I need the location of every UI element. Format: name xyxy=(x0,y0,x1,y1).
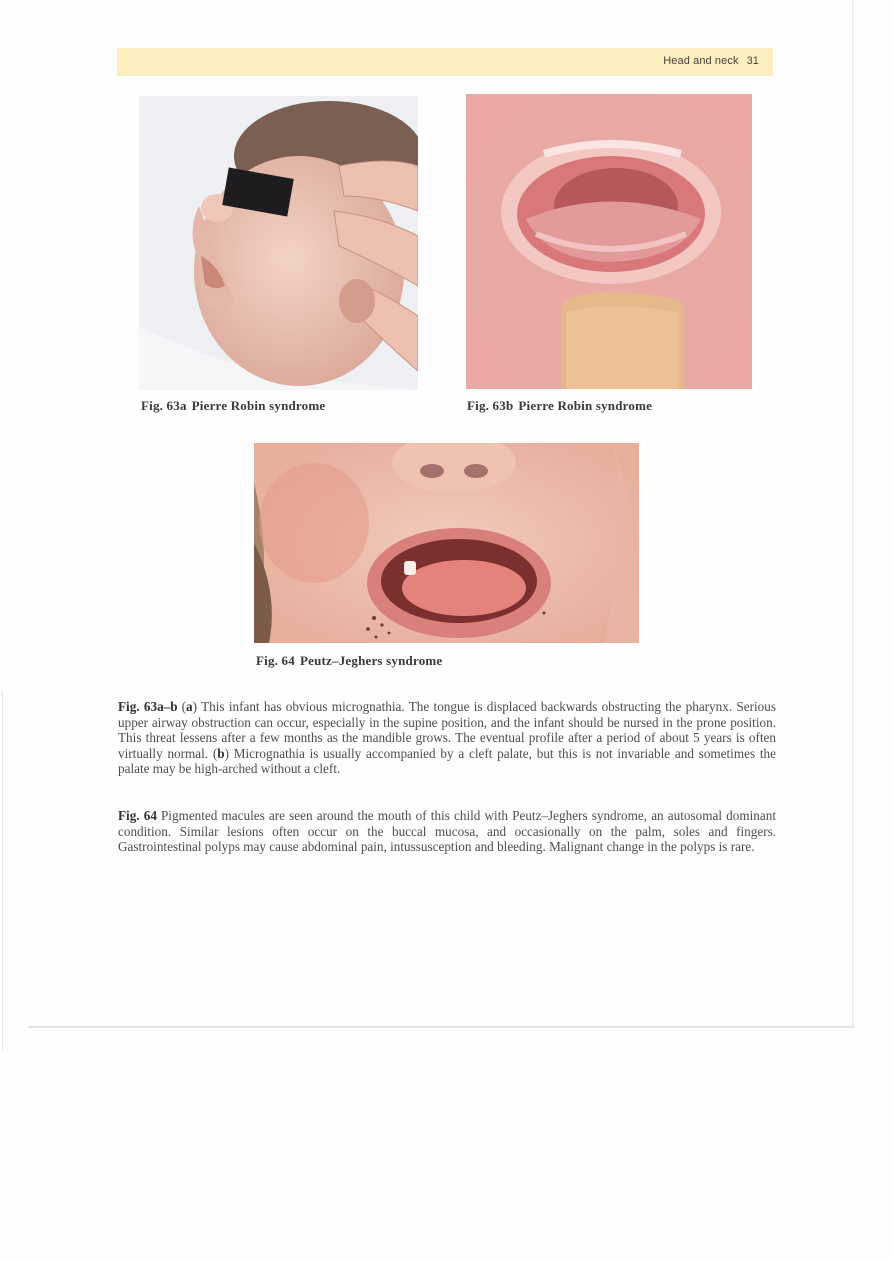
figure-63a-caption xyxy=(141,398,325,414)
paragraph-fig64-lead: Fig. 64 xyxy=(118,808,157,823)
part-a-marker: a xyxy=(186,699,193,714)
page-number: 31 xyxy=(746,55,759,67)
figure-63a-label: Fig. 63a xyxy=(141,398,187,413)
figure-63a-title: Pierre Robin syndrome xyxy=(191,398,326,413)
pigmented-macules-image xyxy=(254,443,639,643)
figure-63b-caption xyxy=(467,398,652,414)
cleft-palate-image xyxy=(466,94,752,389)
figure-64-label: Fig. 64 xyxy=(256,653,295,668)
figure-63a-photo xyxy=(139,96,418,390)
section-title: Head and neck xyxy=(663,55,739,67)
paragraph-fig63-lead: Fig. 63a–b xyxy=(118,699,178,714)
paragraph-fig63: Fig. 63a–b (a) This infant has obvious micrognathia. The tongue is displaced backwards obstructing the pharynx. Serious upper airway obstruction can occur, especially in the supine position, and the infant should be nursed in the prone position. This threat lessens after a few months as the mandible grows. The eventual profile after a period of about 5 years is often virtually normal. (b) Micrognathia is usually accompanied by a cleft palate, but this is not invariable and sometimes the palate may be high-arched without a cleft. xyxy=(118,699,776,777)
part-a-text: This infant has obvious micrognathia. The tongue is displaced backwards obstructing the pharynx. Serious upper airway obstruction can occur, especially in the supine position, and the infant should be nursed in the prone position. This threat lessens after a few months as the mandible grows. The eventual profile after a period of about 5 years is often virtually normal. xyxy=(118,699,776,761)
scan-edge-left xyxy=(2,690,3,1050)
figure-64-title: Peutz–Jeghers syndrome xyxy=(299,653,443,668)
part-b-text: Micrognathia is usually accompanied by a cleft palate, but this is not invariable and sometimes the palate may be high-arched without a cleft. xyxy=(118,745,776,777)
paragraph-fig64-text: Pigmented macules are seen around the mouth of this child with Peutz–Jeghers syndrome, an autosomal dominant condition. Similar lesions often occur on the buccal mucosa, and occasionally on the palm, soles and fingers. Gastrointestinal polyps may cause abdominal pain, intussusception and bleeding. Malignant change in the polyps is rare. xyxy=(118,808,776,855)
figure-63b-photo xyxy=(466,94,752,389)
page-edge-right xyxy=(852,0,854,1028)
running-header-text xyxy=(663,55,759,67)
figure-64-photo xyxy=(254,443,639,643)
figure-63b-title: Pierre Robin syndrome xyxy=(518,398,653,413)
figure-63b-label: Fig. 63b xyxy=(467,398,514,413)
page-edge-bottom xyxy=(28,1026,854,1028)
figure-64-caption xyxy=(256,653,442,669)
paragraph-fig64 xyxy=(118,808,776,855)
part-b-marker: b xyxy=(217,745,225,761)
infant-profile-image xyxy=(139,96,418,390)
running-header xyxy=(117,48,773,76)
